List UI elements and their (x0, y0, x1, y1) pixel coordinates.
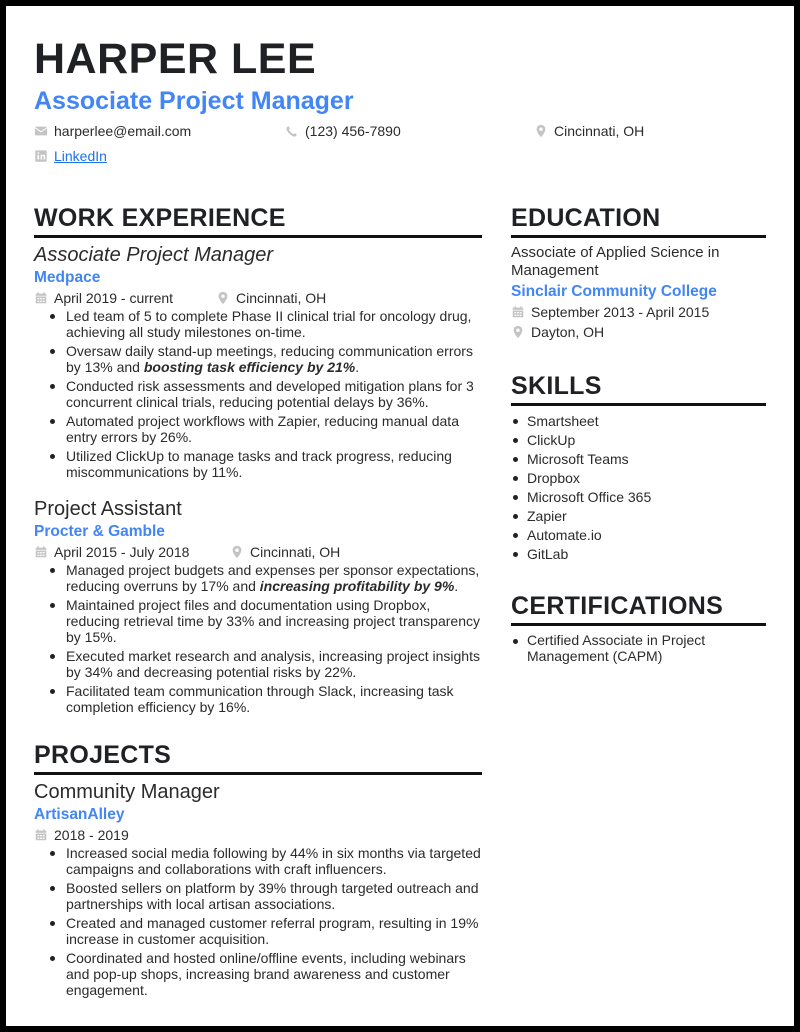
education-dates: September 2013 - April 2015 (511, 302, 766, 322)
company-name: Procter & Gamble (34, 523, 165, 541)
section-heading-certifications: CERTIFICATIONS (511, 594, 766, 626)
job-meta (34, 543, 482, 561)
map-pin-icon (534, 124, 548, 138)
certification-item: Certified Associate in Project Management (CAPM) (511, 632, 766, 664)
skill-item: GitLab (511, 545, 766, 564)
project-entry (34, 781, 482, 998)
skill-item: Zapier (511, 507, 766, 526)
right-column (511, 206, 766, 664)
bullet-item: Led team of 5 to complete Phase II clinical trial for oncology drug, achieving all study milestones on-time. (34, 308, 482, 340)
skill-item: ClickUp (511, 431, 766, 450)
location-text: Cincinnati, OH (554, 123, 645, 139)
calendar-icon (34, 291, 48, 305)
bullet-item: Created and managed customer referral program, resulting in 19% increase in customer acquisition. (34, 915, 482, 947)
left-column (34, 206, 482, 1001)
job-bullets (34, 308, 482, 480)
section-heading-projects: PROJECTS (34, 743, 482, 775)
bullet-item: Facilitated team communication through Slack, increasing task completion efficiency by 16%. (34, 683, 482, 715)
job-entry (34, 244, 482, 480)
section-heading-skills: SKILLS (511, 374, 766, 406)
certifications-list (511, 632, 766, 664)
section-heading-education: EDUCATION (511, 206, 766, 238)
skills-section (511, 374, 766, 564)
skill-item: Automate.io (511, 526, 766, 545)
project-organization: ArtisanAlley (34, 806, 125, 824)
phone-text: (123) 456-7890 (305, 123, 401, 139)
job-dates: April 2019 - current (34, 289, 216, 307)
project-meta (34, 826, 482, 844)
map-pin-icon (230, 545, 244, 559)
bullet-item: Utilized ClickUp to manage tasks and track progress, reducing miscommunications by 11%. (34, 448, 482, 480)
phone-icon (285, 124, 299, 138)
school-name: Sinclair Community College (511, 283, 717, 300)
bullet-item: Managed project budgets and expenses per sponsor expectations, reducing overruns by 17% and increasing profitability by 9%. (34, 562, 482, 594)
linkedin-icon (34, 149, 48, 163)
project-dates: 2018 - 2019 (34, 826, 129, 844)
calendar-icon (511, 305, 525, 319)
job-title: Project Assistant (34, 498, 182, 521)
projects-section (34, 743, 482, 998)
job-dates: April 2015 - July 2018 (34, 543, 230, 561)
job-location: Cincinnati, OH (230, 543, 340, 561)
contact-linkedin (34, 149, 107, 163)
bullet-item: Maintained project files and documentation using Dropbox, reducing retrieval time by 33% and increasing project transparency by 15%. (34, 597, 482, 645)
skill-item: Microsoft Teams (511, 450, 766, 469)
bullet-item: Boosted sellers on platform by 39% through targeted outreach and partnerships with local artisan associations. (34, 880, 482, 912)
skill-item: Microsoft Office 365 (511, 488, 766, 507)
linkedin-link[interactable]: LinkedIn (54, 148, 107, 164)
degree: Associate of Applied Science in Management (511, 244, 720, 279)
bullet-item: Oversaw daily stand-up meetings, reducing communication errors by 13% and boosting task efficiency by 21%. (34, 343, 482, 375)
job-location: Cincinnati, OH (216, 289, 326, 307)
candidate-title: Associate Project Manager (34, 87, 354, 115)
bullet-item: Conducted risk assessments and developed mitigation plans for 3 concurrent clinical trials, reducing potential delays by 36%. (34, 378, 482, 410)
envelope-icon (34, 124, 48, 138)
map-pin-icon (216, 291, 230, 305)
education-section (511, 206, 766, 342)
calendar-icon (34, 545, 48, 559)
education-location: Dayton, OH (511, 322, 766, 342)
resume-page (6, 6, 794, 1026)
skill-item: Dropbox (511, 469, 766, 488)
calendar-icon (34, 828, 48, 842)
bullet-item: Increased social media following by 44% in six months via targeted campaigns and collaborations with craft influencers. (34, 845, 482, 877)
contact-phone (285, 124, 401, 138)
bullet-item: Automated project workflows with Zapier, reducing manual data entry errors by 26%. (34, 413, 482, 445)
job-entry (34, 498, 482, 715)
bullet-item: Executed market research and analysis, increasing project insights by 34% and decreasing potential risks by 22%. (34, 648, 482, 680)
map-pin-icon (511, 325, 525, 339)
skill-item: Smartsheet (511, 412, 766, 431)
section-heading-work-experience: WORK EXPERIENCE (34, 206, 482, 238)
contact-location (534, 124, 644, 138)
company-name: Medpace (34, 269, 101, 286)
job-meta (34, 289, 482, 307)
skills-list (511, 412, 766, 564)
project-title: Community Manager (34, 781, 220, 804)
certifications-section (511, 594, 766, 664)
bullet-item: Coordinated and hosted online/offline events, including webinars and pop-up shops, increasing brand awareness and customer engagement. (34, 950, 482, 998)
email-text: harperlee@email.com (54, 123, 192, 139)
candidate-name: HARPER LEE (34, 35, 317, 83)
job-title: Associate Project Manager (34, 244, 274, 266)
job-bullets (34, 562, 482, 715)
project-bullets (34, 845, 482, 998)
work-experience-section (34, 206, 482, 715)
contact-email (34, 124, 191, 138)
